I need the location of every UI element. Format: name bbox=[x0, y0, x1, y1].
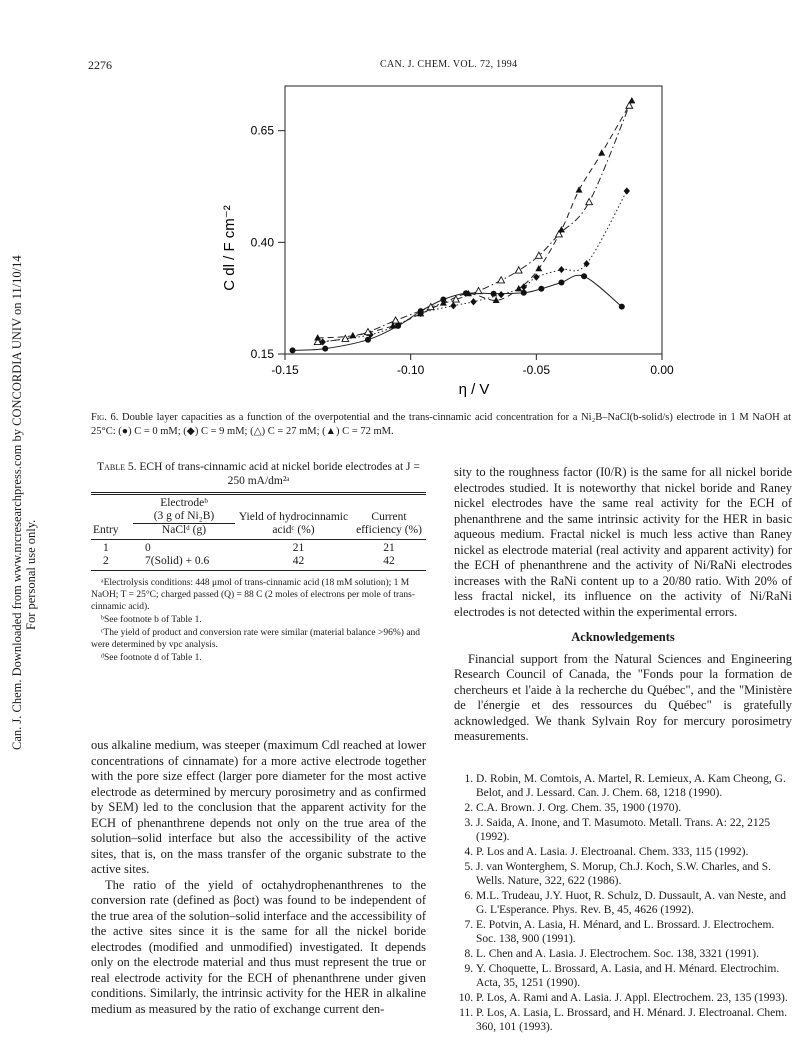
data-point-series-3 bbox=[598, 149, 605, 155]
table-cell-yield: 21 bbox=[292, 542, 305, 554]
series-line-1 bbox=[323, 191, 627, 342]
table-label: Table 5. bbox=[97, 461, 137, 473]
plot-frame bbox=[285, 86, 662, 354]
acknowledgements-heading: Acknowledgements bbox=[571, 630, 675, 644]
reference-item: 5. J. van Wonterghem, S. Morup, Ch.J. Koch, S.W. Charles, and S. Wells. Nature, 322, 622 (1986). bbox=[476, 860, 792, 888]
y-axis-title: C dl / F cm⁻² bbox=[221, 205, 238, 291]
table-footnotes bbox=[91, 577, 426, 664]
table-cell-nacl: 7(Solid) + 0.6 bbox=[145, 555, 210, 567]
table-row bbox=[91, 542, 426, 555]
data-point-series-2 bbox=[498, 277, 505, 283]
footnote-b: ᵇSee footnote b of Table 1. bbox=[101, 615, 202, 625]
table-cell-nacl: 0 bbox=[145, 542, 151, 554]
ech-table bbox=[91, 497, 426, 537]
table-title-text: ECH of trans-cinnamic acid at nickel boride electrodes at J = 250 mA/dm²ᵃ bbox=[136, 461, 420, 487]
table-title bbox=[91, 460, 426, 488]
data-point-series-0 bbox=[322, 346, 328, 352]
watermark-line-1: Can. J. Chem. Downloaded from www.nrcresearchpress.com by CONCORDIA UNIV on 11/10/14 bbox=[10, 255, 24, 750]
data-point-series-3 bbox=[515, 285, 522, 291]
acknowledgements-text: Financial support from the Natural Sciences and Engineering Research Council of Canada, the "Fonds pour la formation de chercheurs et l'aide à la recherche du Québec", and the "Ministère de l'énergie et des ressources du Québec" is gratefully acknowledged. We thank Sylvain Roy for mercury porosimetry measurements. bbox=[454, 651, 792, 743]
ech-table-body bbox=[91, 542, 426, 568]
data-point-series-0 bbox=[558, 280, 564, 286]
left-paragraph-1: ous alkaline medium, was steeper (maximum Cdl reached at lower concentrations of cinnamate) for a more active electrode together with the pore size effect (larger pore diameter for the most active electrode as determined by mercury porosimetry and as confirmed by SEM) led to the conclusion that the apparent activity for the ECH of phenanthrene depends not only on the true area of the solution–solid interface but also the accessibility of the active sites, that is, on the mass transfer of the organic substrate to the active sites. bbox=[91, 738, 426, 876]
figure-label: Fig. 6. bbox=[91, 412, 119, 423]
data-point-series-3 bbox=[349, 332, 356, 338]
table-cell-yield: 42 bbox=[292, 555, 305, 567]
figure-caption-text: Double layer capacities as a function of the overpotential and the trans-cinnamic acid concentration for a Ni₂B–NaCl(b-solid/s) electrode in 1 M NaOH at 25°C: (●) C = 0 mM; (◆) C = 9 mM; (△) C = 27 mM; (▲) C = 72 mM. bbox=[91, 412, 791, 437]
table-5 bbox=[91, 460, 426, 665]
y-tick-label: 0.65 bbox=[250, 123, 274, 138]
footnote-c: ᶜThe yield of product and conversion rate were similar (material balance >96%) and were determined by vpc analysis. bbox=[91, 628, 421, 650]
reference-item: 7. E. Potvin, A. Lasia, H. Ménard, and L. Brossard. J. Electrochem. Soc. 138, 900 (1991). bbox=[476, 918, 792, 946]
y-tick-label: 0.15 bbox=[250, 347, 274, 361]
table-cell-eff: 21 bbox=[383, 542, 395, 554]
reference-item: 3. J. Saida, A. Inone, and T. Masumoto. Metall. Trans. A: 22, 2125 (1992). bbox=[476, 816, 792, 844]
references bbox=[454, 772, 792, 1035]
double-layer-capacity-chart bbox=[221, 80, 690, 420]
y-tick-label: 0.40 bbox=[250, 235, 274, 250]
running-head: CAN. J. CHEM. VOL. 72, 1994 bbox=[380, 59, 518, 70]
right-column-text bbox=[454, 465, 792, 745]
right-paragraph-1: sity to the roughness factor (I0/R) is the same for all nickel boride electrodes studied. It is noteworthy that nickel boride and Raney nickel electrodes have the same real activity for the ECH of phenanthrene and the same intrinsic activity for the HER in basic aqueous medium. Fractal nickel is much less active than Raney nickel as electrode material (real activity and apparent activity) for the ECH of phenanthrene and the activity of Ni/RaNi electrodes increases with the RaNi content up to a 20/80 ratio. With 20% of less fractal nickel, its influence on the activity of Ni/RaNi electrodes is not detected within the experimental errors. bbox=[454, 465, 792, 619]
reference-item: 10. P. Los, A. Rami and A. Lasia. J. Appl. Electrochem. 23, 135 (1993). bbox=[476, 991, 792, 1005]
header-electrode: Electrodeᵇ (3 g of Ni₂B) bbox=[153, 497, 215, 522]
data-point-series-0 bbox=[538, 286, 544, 292]
download-watermark bbox=[2, 230, 36, 750]
header-entry: Entry bbox=[93, 524, 119, 536]
reference-item: 1. D. Robin, M. Comtois, A. Martel, R. Lemieux, A. Kam Cheong, G. Belot, and J. Lessard. Can. J. Chem. 68, 1218 (1990). bbox=[476, 772, 792, 800]
data-point-series-1 bbox=[450, 302, 456, 309]
data-point-series-2 bbox=[475, 287, 482, 293]
table-cell-entry: 2 bbox=[103, 555, 109, 567]
x-tick-label: 0.00 bbox=[650, 363, 674, 377]
left-column-text bbox=[91, 738, 426, 1017]
reference-item: 2. C.A. Brown. J. Org. Chem. 35, 1900 (1970). bbox=[476, 801, 792, 815]
footnote-d: ᵈSee footnote d of Table 1. bbox=[101, 653, 202, 663]
table-top-rule bbox=[91, 492, 426, 495]
data-point-series-1 bbox=[521, 283, 527, 290]
data-point-series-0 bbox=[290, 347, 296, 353]
left-paragraph-2: The ratio of the yield of octahydrophenanthrenes to the conversion rate (defined as βoct) was found to be independent of the true area of the solution–solid interface and the accessibility of the active sites since it is the same for all the nickel boride electrodes (modified and unmodified) investigated. It depends only on the electrode material and thus must represent the true or real electrode activity for the ECH of phenanthrene under given conditions. Similarly, the intrinsic activity for the HER in alkaline medium as measured by the ratio of exchange current den- bbox=[91, 877, 426, 1016]
data-point-series-0 bbox=[581, 273, 587, 279]
data-point-series-1 bbox=[624, 187, 630, 194]
reference-item: 8. L. Chen and A. Lasia. J. Electrochem. Soc. 138, 3321 (1991). bbox=[476, 947, 792, 961]
data-point-series-3 bbox=[576, 186, 583, 192]
header-yield: Yield of hydrocinnamic acidᶜ (%) bbox=[238, 511, 349, 536]
data-point-series-3 bbox=[628, 97, 635, 103]
header-nacl: NaClᵈ (g) bbox=[133, 524, 235, 538]
header-efficiency: Current efficiency (%) bbox=[356, 511, 422, 536]
footnote-a: ᵃElectrolysis conditions: 448 μmol of trans-cinnamic acid (18 mM solution); 1 M NaOH; T = 25°C; charged passed (Q) = 88 C (2 moles of electrons per mole of trans-cinnamic acid). bbox=[91, 578, 415, 612]
x-tick-label: -0.10 bbox=[396, 363, 425, 377]
figure-caption bbox=[91, 411, 791, 439]
reference-item: 9. Y. Choquette, L. Brossard, A. Lasia, and H. Ménard. Electrochim. Acta, 35, 1251 (1990). bbox=[476, 962, 792, 990]
reference-item: 11. P. Los, A. Lasia, L. Brossard, and H. Ménard. J. Electroanal. Chem. 360, 101 (1993). bbox=[476, 1006, 792, 1034]
reference-list bbox=[454, 772, 792, 1034]
reference-item: 6. M.L. Trudeau, J.Y. Huot, R. Schulz, D. Dussault, A. van Neste, and G. L'Esperance. Phys. Rev. B, 45, 4626 (1992). bbox=[476, 889, 792, 917]
x-axis-title: η / V bbox=[458, 381, 490, 398]
x-tick-label: -0.15 bbox=[271, 363, 299, 377]
table-header-rule bbox=[91, 539, 426, 540]
series-line-2 bbox=[318, 106, 630, 342]
data-point-series-2 bbox=[586, 199, 593, 205]
x-tick-label: -0.05 bbox=[522, 363, 551, 377]
data-point-series-0 bbox=[491, 291, 497, 297]
table-cell-entry: 1 bbox=[103, 542, 109, 554]
page-number: 2276 bbox=[88, 58, 112, 72]
data-point-series-1 bbox=[558, 266, 564, 273]
data-point-series-0 bbox=[619, 304, 625, 310]
table-bottom-rule bbox=[91, 570, 426, 571]
data-point-series-1 bbox=[470, 298, 476, 305]
data-point-series-1 bbox=[498, 291, 504, 298]
table-row bbox=[91, 555, 426, 568]
watermark-line-2: For personal use only. bbox=[24, 519, 38, 630]
figure-6 bbox=[221, 80, 690, 420]
data-point-series-2 bbox=[515, 267, 522, 273]
reference-item: 4. P. Los and A. Lasia. J. Electroanal. Chem. 333, 115 (1992). bbox=[476, 845, 792, 859]
table-cell-eff: 42 bbox=[383, 555, 395, 567]
series-line-0 bbox=[293, 275, 622, 350]
